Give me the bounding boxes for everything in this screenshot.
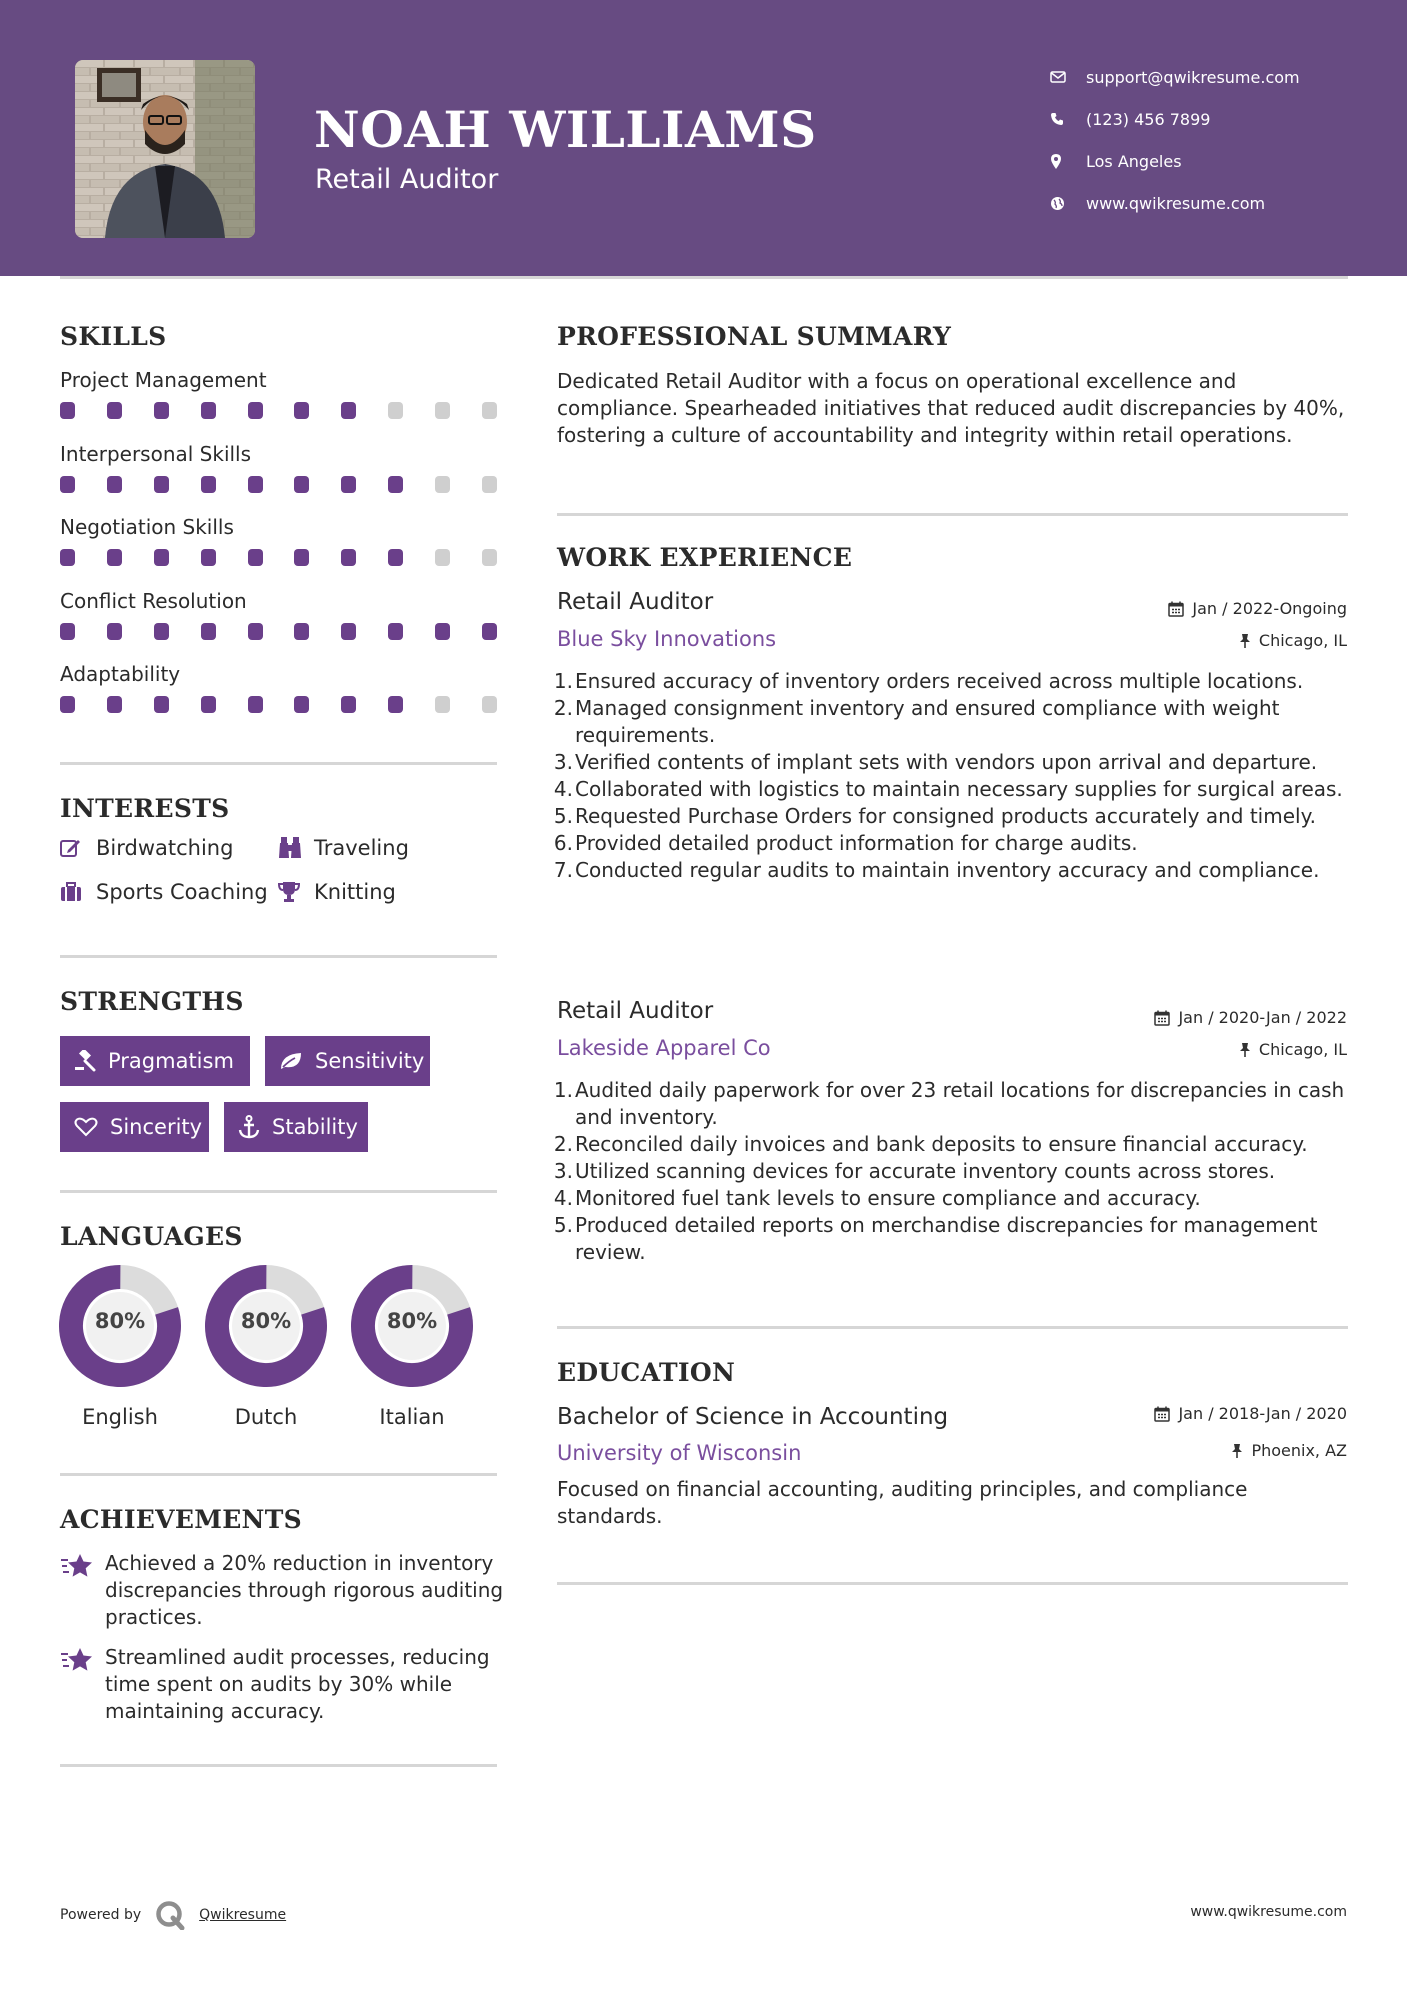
strength-tag	[60, 1102, 209, 1152]
rating-dot-filled	[341, 476, 356, 493]
rating-dot-filled	[201, 623, 216, 640]
skill-rating	[60, 623, 497, 640]
rating-dot-empty	[435, 402, 450, 419]
interest-label: Sports Coaching	[96, 880, 268, 904]
rating-dot-filled	[248, 696, 263, 713]
skill-item	[60, 442, 500, 516]
contact-email-text: support@qwikresume.com	[1086, 67, 1300, 87]
contact-phone[interactable]	[1050, 98, 1390, 140]
rating-dot-empty	[388, 402, 403, 419]
skill-item	[60, 368, 500, 442]
duty-item: 3. Utilized scanning devices for accurate inventory counts across stores.	[553, 1159, 1276, 1183]
rating-dot-filled	[248, 402, 263, 419]
contact-website[interactable]	[1050, 182, 1390, 224]
qwikresume-logo-icon	[155, 1900, 185, 1930]
section-divider	[557, 1326, 1348, 1329]
achievement-item	[60, 1550, 504, 1640]
skill-name: Adaptability	[60, 662, 181, 686]
company-name: Lakeside Apparel Co	[557, 1036, 771, 1060]
rating-dot-filled	[107, 402, 122, 419]
map-pin-icon	[1050, 152, 1086, 170]
rating-dot-filled	[154, 623, 169, 640]
rating-dot-empty	[482, 549, 497, 566]
header-divider	[60, 276, 1348, 279]
calendar-icon	[1154, 1406, 1170, 1422]
strength-tag	[224, 1102, 368, 1152]
rating-dot-filled	[248, 476, 263, 493]
skill-name: Negotiation Skills	[60, 515, 234, 539]
strength-tag	[265, 1036, 430, 1086]
strength-label: Stability	[272, 1115, 358, 1139]
achievement-item	[60, 1644, 500, 1734]
interest-item	[60, 836, 233, 860]
duty-item: 2. Reconciled daily invoices and bank deposits to ensure financial accuracy.	[553, 1132, 1308, 1156]
rating-dot-filled	[201, 476, 216, 493]
section-divider	[557, 513, 1348, 516]
languages-heading: LANGUAGES	[60, 1222, 243, 1251]
pushpin-icon	[1239, 1042, 1251, 1058]
rating-dot-filled	[294, 549, 309, 566]
education-dates	[1154, 1404, 1347, 1423]
duty-item: 5. Produced detailed reports on merchandise discrepancies for management review.	[553, 1213, 1318, 1264]
education-heading: EDUCATION	[557, 1358, 736, 1387]
rating-dot-filled	[60, 623, 75, 640]
pushpin-icon	[1231, 1443, 1243, 1459]
company-name: Blue Sky Innovations	[557, 627, 777, 651]
interest-item	[278, 836, 409, 860]
language-item	[59, 1265, 181, 1429]
pushpin-icon	[1239, 633, 1251, 649]
interests-heading: INTERESTS	[60, 794, 230, 823]
rating-dot-filled	[248, 549, 263, 566]
interest-label: Knitting	[314, 880, 396, 904]
rating-dot-filled	[60, 549, 75, 566]
rating-dot-filled	[107, 623, 122, 640]
star-icon	[60, 1646, 94, 1678]
job-dates	[1168, 599, 1347, 618]
rating-dot-filled	[154, 476, 169, 493]
gavel-icon	[74, 1050, 96, 1072]
language-name: Dutch	[234, 1405, 298, 1429]
contact-website-text: www.qwikresume.com	[1086, 193, 1266, 213]
rating-dot-filled	[388, 623, 403, 640]
rating-dot-filled	[107, 476, 122, 493]
anchor-icon	[238, 1115, 260, 1139]
strength-label: Sensitivity	[315, 1049, 425, 1073]
rating-dot-filled	[107, 549, 122, 566]
rating-dot-filled	[154, 402, 169, 419]
interest-item	[278, 880, 396, 904]
edit-icon	[60, 838, 96, 858]
rating-dot-filled	[388, 549, 403, 566]
calendar-icon	[1154, 1010, 1170, 1026]
rating-dot-empty	[435, 549, 450, 566]
duty-text: Collaborated with logistics to maintain necessary supplies for surgical areas.	[575, 777, 1343, 801]
powered-by-text: Powered by	[60, 1907, 142, 1923]
skill-rating	[60, 696, 497, 713]
section-divider	[557, 1582, 1348, 1585]
duty-item: 1. Audited daily paperwork for over 23 retail locations for discrepancies in cash and inventory.	[553, 1078, 1345, 1129]
skills-list	[60, 368, 500, 736]
duty-item: 3. Verified contents of implant sets with vendors upon arrival and departure.	[553, 750, 1318, 774]
language-item	[351, 1265, 473, 1429]
rating-dot-filled	[341, 402, 356, 419]
duty-text: Provided detailed product information for charge audits.	[575, 831, 1138, 855]
rating-dot-filled	[294, 402, 309, 419]
duty-item: 7. Conducted regular audits to maintain inventory accuracy and compliance.	[553, 858, 1320, 882]
qwikresume-link[interactable]: Qwikresume	[199, 1907, 287, 1923]
duty-text: Verified contents of implant sets with vendors upon arrival and departure.	[575, 750, 1318, 774]
duty-text: Managed consignment inventory and ensured compliance with weight requirements.	[575, 696, 1280, 747]
interest-item	[60, 880, 268, 904]
rating-dot-filled	[154, 549, 169, 566]
language-percent: 80%	[94, 1309, 146, 1333]
duty-item: 5. Requested Purchase Orders for consigned products accurately and timely.	[553, 804, 1316, 828]
interest-label: Traveling	[314, 836, 409, 860]
rating-dot-filled	[60, 696, 75, 713]
school-name: University of Wisconsin	[557, 1441, 802, 1465]
section-divider	[60, 955, 497, 958]
rating-dot-filled	[201, 402, 216, 419]
job-title: Retail Auditor	[557, 589, 714, 615]
duty-text: Utilized scanning devices for accurate inventory counts across stores.	[575, 1159, 1276, 1183]
strengths-heading: STRENGTHS	[60, 987, 244, 1016]
rating-dot-filled	[60, 402, 75, 419]
profile-photo	[75, 60, 255, 238]
rating-dot-filled	[294, 623, 309, 640]
contact-list	[1050, 56, 1390, 224]
job-dates-text: Jan / 2022-Ongoing	[1192, 599, 1347, 618]
duty-item: 4. Collaborated with logistics to maintain necessary supplies for surgical areas.	[553, 777, 1343, 801]
contact-phone-text: (123) 456 7899	[1086, 109, 1211, 129]
duty-text: Monitored fuel tank levels to ensure compliance and accuracy.	[575, 1186, 1201, 1210]
achievements-heading: ACHIEVEMENTS	[60, 1505, 302, 1534]
achievement-text: Achieved a 20% reduction in inventory discrepancies through rigorous auditing practices.	[105, 1551, 504, 1629]
job-dates	[1154, 1008, 1347, 1027]
rating-dot-filled	[294, 696, 309, 713]
rating-dot-filled	[388, 476, 403, 493]
rating-dot-empty	[482, 476, 497, 493]
duty-item: 4. Monitored fuel tank levels to ensure compliance and accuracy.	[553, 1186, 1201, 1210]
rating-dot-filled	[60, 476, 75, 493]
section-divider	[60, 1764, 497, 1767]
section-divider	[60, 762, 497, 765]
language-name: English	[82, 1405, 158, 1429]
duty-text: Reconciled daily invoices and bank deposits to ensure financial accuracy.	[575, 1132, 1308, 1156]
briefcase-icon	[60, 882, 96, 902]
strength-tag	[60, 1036, 250, 1086]
job-location-text: Chicago, IL	[1258, 631, 1347, 650]
section-divider	[60, 1190, 497, 1193]
heart-icon	[74, 1117, 98, 1137]
summary-heading: PROFESSIONAL SUMMARY	[557, 322, 952, 351]
skills-heading: SKILLS	[60, 322, 167, 351]
calendar-icon	[1168, 601, 1184, 617]
rating-dot-empty	[482, 402, 497, 419]
duty-item: 2. Managed consignment inventory and ensured compliance with weight requirements.	[553, 696, 1280, 747]
rating-dot-filled	[341, 549, 356, 566]
skill-name: Project Management	[60, 368, 267, 392]
star-icon	[60, 1552, 94, 1584]
leaf-icon	[279, 1051, 303, 1071]
skill-rating	[60, 549, 497, 566]
language-item	[205, 1265, 327, 1429]
candidate-title: Retail Auditor	[315, 164, 499, 195]
envelope-icon	[1050, 68, 1086, 86]
experience-heading: WORK EXPERIENCE	[557, 543, 853, 572]
binoculars-icon	[278, 837, 314, 859]
contact-location	[1050, 140, 1390, 182]
skill-item	[60, 662, 500, 736]
summary-text: Dedicated Retail Auditor with a focus on operational excellence and compliance. Spearheaded initiatives that reduced audit discrepancies by 40%, fostering a culture of accountability and integrity within retail operations.	[557, 369, 1345, 447]
rating-dot-filled	[248, 623, 263, 640]
duty-text: Conducted regular audits to maintain inventory accuracy and compliance.	[575, 858, 1320, 882]
duty-text: Requested Purchase Orders for consigned products accurately and timely.	[575, 804, 1316, 828]
footer-website[interactable]: www.qwikresume.com	[1190, 1904, 1347, 1920]
rating-dot-filled	[388, 696, 403, 713]
duty-text: Produced detailed reports on merchandise discrepancies for management review.	[575, 1213, 1318, 1264]
degree-title: Bachelor of Science in Accounting	[557, 1404, 949, 1430]
rating-dot-filled	[201, 549, 216, 566]
skill-name: Interpersonal Skills	[60, 441, 252, 466]
job-location	[1239, 1040, 1347, 1059]
candidate-name: NOAH WILLIAMS	[314, 100, 817, 159]
rating-dot-filled	[294, 476, 309, 493]
rating-dot-empty	[435, 476, 450, 493]
education-location	[1231, 1441, 1347, 1460]
interest-label: Birdwatching	[96, 836, 234, 860]
language-name: Italian	[379, 1405, 445, 1429]
header-banner	[0, 0, 1407, 276]
contact-location-text: Los Angeles	[1086, 151, 1182, 171]
rating-dot-filled	[435, 623, 450, 640]
duty-text: Ensured accuracy of inventory orders received across multiple locations.	[575, 669, 1304, 693]
rating-dot-filled	[482, 623, 497, 640]
education-description: Focused on financial accounting, auditing principles, and compliance standards.	[557, 1477, 1248, 1528]
skill-item	[60, 515, 500, 589]
rating-dot-empty	[435, 696, 450, 713]
job-duties	[553, 1077, 1357, 1266]
education-location-text: Phoenix, AZ	[1251, 1441, 1347, 1460]
duty-item: 1. Ensured accuracy of inventory orders received across multiple locations.	[553, 669, 1304, 693]
phone-icon	[1050, 110, 1086, 128]
language-percent: 80%	[386, 1309, 438, 1333]
footer-powered-by	[60, 1900, 286, 1930]
rating-dot-filled	[154, 696, 169, 713]
rating-dot-filled	[341, 623, 356, 640]
skill-rating	[60, 476, 497, 493]
job-title: Retail Auditor	[557, 998, 714, 1024]
skill-name: Conflict Resolution	[60, 588, 247, 613]
job-dates-text: Jan / 2020-Jan / 2022	[1178, 1008, 1347, 1027]
duty-text: Audited daily paperwork for over 23 retail locations for discrepancies in cash and inventory.	[575, 1078, 1345, 1129]
job-duties	[553, 668, 1357, 884]
rating-dot-empty	[482, 696, 497, 713]
rating-dot-filled	[201, 696, 216, 713]
rating-dot-filled	[341, 696, 356, 713]
trophy-icon	[278, 881, 314, 903]
strength-label: Pragmatism	[108, 1049, 234, 1073]
strength-label: Sincerity	[110, 1115, 203, 1139]
duty-item: 6. Provided detailed product information for charge audits.	[553, 831, 1138, 855]
rating-dot-filled	[107, 696, 122, 713]
skill-item	[60, 589, 500, 663]
education-dates-text: Jan / 2018-Jan / 2020	[1178, 1404, 1347, 1423]
section-divider	[60, 1473, 497, 1476]
achievement-text: Streamlined audit processes, reducing time spent on audits by 30% while maintaining accuracy.	[105, 1645, 490, 1723]
language-percent: 80%	[240, 1309, 292, 1333]
contact-email[interactable]	[1050, 56, 1390, 98]
globe-icon	[1050, 194, 1086, 212]
job-location-text: Chicago, IL	[1258, 1040, 1347, 1059]
job-location	[1239, 631, 1347, 650]
skill-rating	[60, 402, 497, 419]
